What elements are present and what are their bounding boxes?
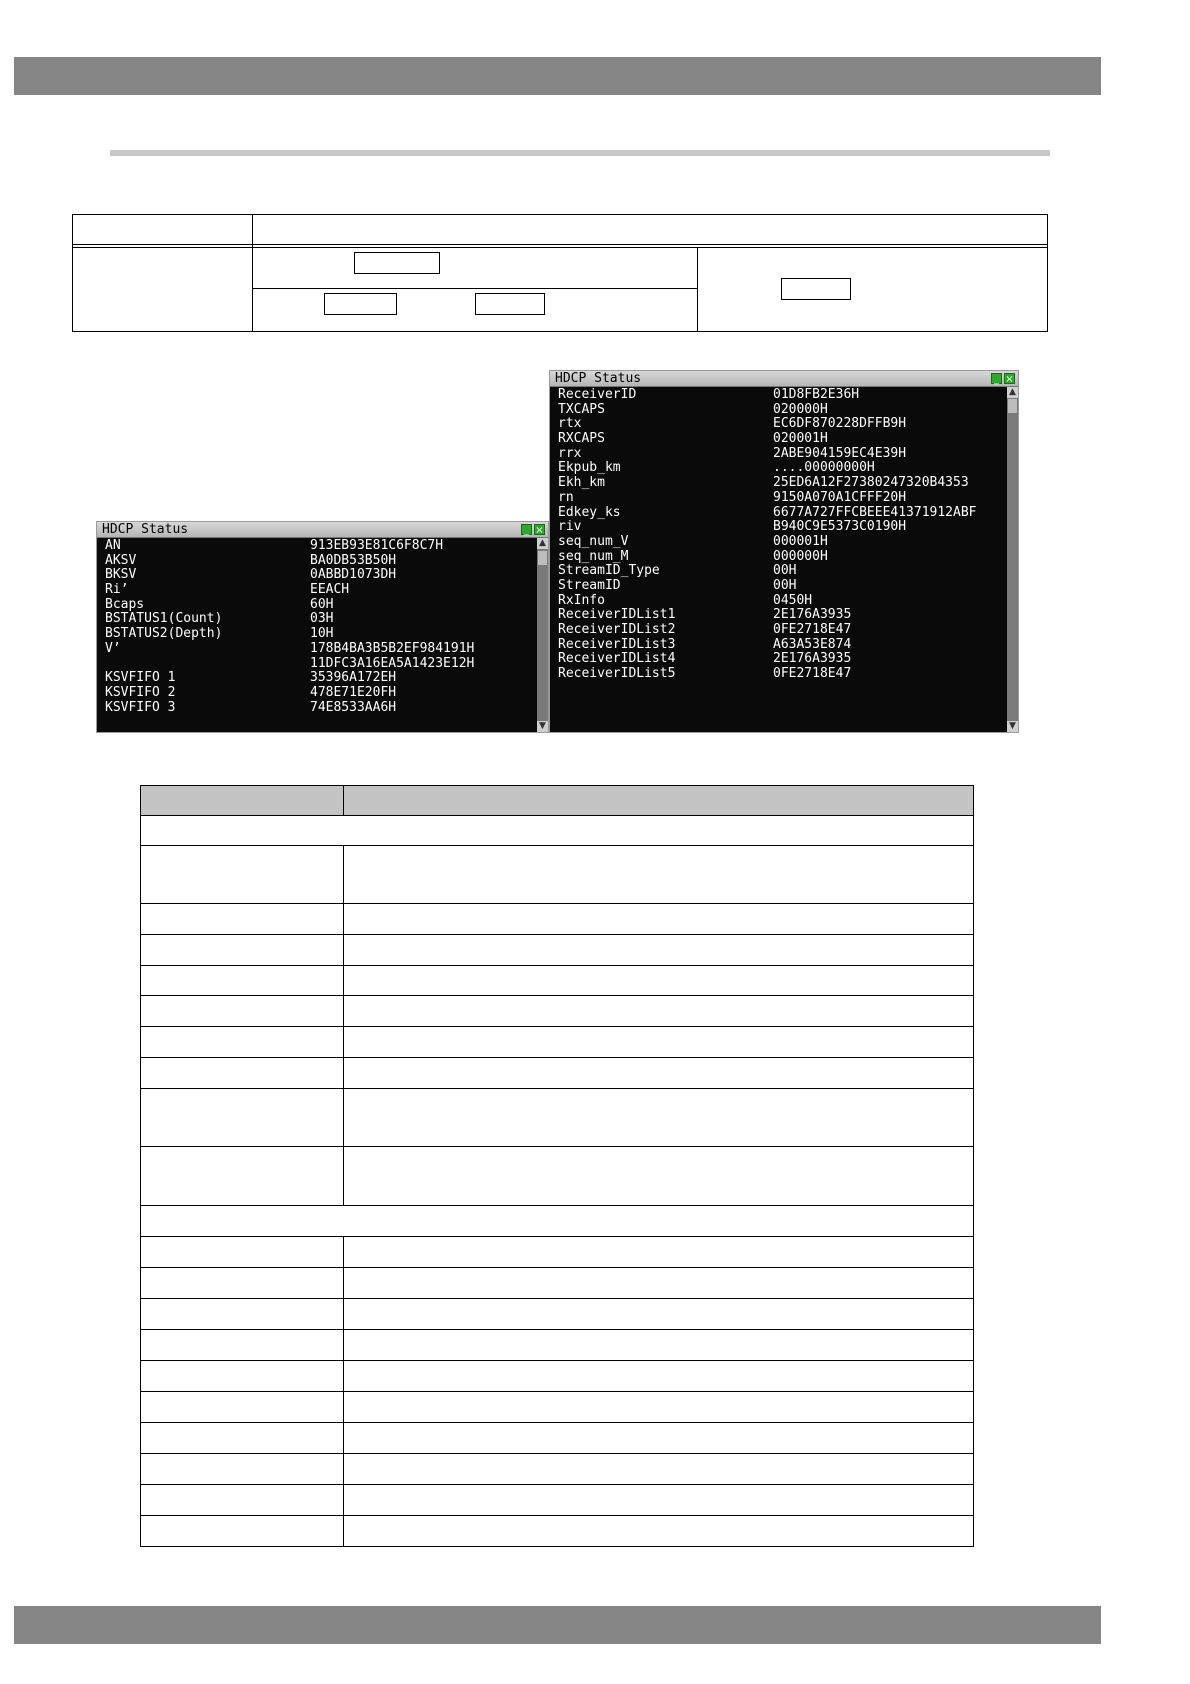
table-row (141, 1392, 974, 1423)
status-key: ReceiverIDList2 (558, 622, 676, 637)
status-key: seq_num_M (558, 548, 629, 564)
minimize-icon[interactable]: _ (521, 524, 532, 535)
scroll-down-icon[interactable]: ▼ (537, 721, 548, 732)
status-key: TXCAPS (558, 401, 605, 417)
scroll-thumb[interactable] (1008, 399, 1017, 413)
status-value: 25ED6A12F27380247320B4353 (773, 475, 969, 491)
section-row (141, 816, 974, 846)
section-rule (110, 150, 1050, 156)
table-cell (141, 1206, 974, 1237)
table-row (141, 1027, 974, 1058)
status-key: ReceiverIDList5 (558, 666, 676, 682)
description-table (140, 785, 974, 1547)
status-key: rn (558, 489, 574, 505)
settings-divider (73, 244, 1047, 245)
table-cell (344, 1299, 974, 1330)
table-cell (344, 1058, 974, 1089)
minimize-icon[interactable]: _ (991, 373, 1002, 384)
table-cell (141, 904, 344, 935)
table-cell (141, 966, 344, 996)
table-row (141, 935, 974, 966)
status-value: EEACH (310, 582, 350, 598)
table-cell (141, 1027, 344, 1058)
status-value: 6677A727FFCBEEE41371912ABF (773, 504, 977, 520)
table-cell (141, 1423, 344, 1454)
status-key: Bcaps (105, 596, 145, 612)
status-key: StreamID (558, 577, 621, 593)
status-key: rrx (558, 445, 582, 461)
table-row (141, 1330, 974, 1361)
table-row (141, 1361, 974, 1392)
status-key: Edkey_ks (558, 504, 621, 520)
status-value: 35396A172EH (310, 670, 397, 686)
status-value: 020000H (773, 401, 828, 417)
scrollbar[interactable] (537, 538, 548, 732)
table-cell (344, 1268, 974, 1299)
status-key: Ekpub_km (558, 460, 621, 476)
status-key: Ri’ (105, 582, 129, 598)
hdcp-status-window-1 (96, 521, 549, 733)
settings-table (72, 214, 1048, 332)
status-value: 478E71E20FH (310, 684, 397, 700)
status-key: RXCAPS (558, 431, 605, 447)
table-cell (344, 1330, 974, 1361)
table-cell (344, 1027, 974, 1058)
scroll-up-icon[interactable]: ▲ (1007, 387, 1018, 398)
table-header-cell (344, 786, 974, 816)
table-row (141, 1299, 974, 1330)
table-row (141, 1058, 974, 1089)
status-value: 00H (773, 577, 797, 593)
header-bar (14, 57, 1101, 95)
table-cell (344, 966, 974, 996)
status-value: 9150A070A1CFFF20H (773, 489, 907, 505)
table-cell (141, 1330, 344, 1361)
table-header (141, 786, 974, 816)
table-row (141, 1454, 974, 1485)
table-cell (344, 996, 974, 1027)
table-row (141, 1423, 974, 1454)
status-value: 10H (310, 626, 334, 642)
status-row (558, 447, 1005, 462)
table-row (141, 996, 974, 1027)
status-row (558, 417, 1005, 432)
status-row (558, 535, 1005, 550)
table-cell (344, 1361, 974, 1392)
status-row (558, 506, 1005, 521)
table-row (141, 1516, 974, 1547)
scrollbar[interactable] (1007, 387, 1018, 732)
status-value: 0450H (773, 592, 813, 608)
table-header-cell (141, 786, 344, 816)
close-icon[interactable]: × (535, 525, 544, 536)
status-row (558, 594, 1005, 609)
status-value: 0FE2718E47 (773, 622, 852, 637)
status-row (558, 388, 1005, 403)
table-cell (141, 1058, 344, 1089)
status-row (558, 520, 1005, 535)
status-value: 913EB93E81C6F8C7H (310, 538, 444, 553)
status-row (558, 432, 1005, 447)
status-value: 01D8FB2E36H (773, 388, 860, 402)
status-row (558, 579, 1005, 594)
settings-divider (73, 247, 1047, 248)
table-cell (344, 1089, 974, 1147)
status-key: AKSV (105, 552, 137, 568)
status-value: 178B4BA3B5B2EF984191H (310, 640, 475, 656)
status-key: KSVFIFO 2 (105, 684, 176, 700)
status-key: KSVFIFO 1 (105, 670, 176, 686)
status-row (558, 476, 1005, 491)
status-value: EC6DF870228DFFB9H (773, 416, 907, 432)
status-key: riv (558, 519, 582, 535)
table-row (141, 1237, 974, 1268)
table-cell (141, 846, 344, 904)
status-value: BA0DB53B50H (310, 552, 397, 568)
table-cell (141, 1361, 344, 1392)
window-title: HDCP Status (102, 522, 189, 537)
section-row (141, 1206, 974, 1237)
status-key: rtx (558, 416, 582, 432)
status-key: BSTATUS1(Count) (105, 611, 223, 627)
table-cell (344, 1392, 974, 1423)
status-row (558, 403, 1005, 418)
table-row (141, 846, 974, 904)
table-cell (141, 1237, 344, 1268)
status-row (558, 550, 1005, 565)
table-cell (141, 1147, 344, 1206)
window-titlebar (97, 522, 548, 538)
status-row (558, 608, 1005, 623)
close-icon[interactable]: × (1005, 374, 1014, 385)
table-cell (344, 935, 974, 966)
table-row (141, 1089, 974, 1147)
table-cell (344, 1485, 974, 1516)
table-cell (141, 1392, 344, 1423)
status-value: 2E176A3935 (773, 651, 852, 667)
status-value: 000000H (773, 548, 828, 564)
setting-value-box[interactable] (475, 293, 545, 315)
window-title: HDCP Status (555, 371, 642, 386)
setting-value-box[interactable] (324, 293, 397, 315)
status-key: StreamID_Type (558, 563, 660, 579)
table-row (141, 1268, 974, 1299)
status-value: 00H (773, 563, 797, 579)
status-value: ....00000000H (773, 460, 875, 476)
status-row (558, 491, 1005, 506)
status-row (558, 652, 1005, 667)
status-value: 0ABBD1073DH (310, 567, 397, 583)
table-cell (344, 846, 974, 904)
status-value: A63A53E874 (773, 636, 852, 652)
table-cell (141, 1454, 344, 1485)
status-key: BSTATUS2(Depth) (105, 626, 223, 642)
status-value: 2ABE904159EC4E39H (773, 445, 907, 461)
status-key: BKSV (105, 567, 137, 583)
setting-value-box[interactable] (354, 252, 440, 274)
status-key: seq_num_V (558, 533, 629, 549)
scroll-up-icon[interactable]: ▲ (537, 538, 548, 549)
status-row (558, 564, 1005, 579)
status-row (558, 667, 1005, 682)
table-cell (141, 935, 344, 966)
table-row (141, 966, 974, 996)
table-cell (344, 1237, 974, 1268)
table-cell (141, 816, 974, 846)
status-key: RxInfo (558, 592, 605, 608)
table-row (141, 904, 974, 935)
status-key: Ekh_km (558, 475, 605, 491)
status-rows (558, 388, 1005, 682)
window-titlebar (550, 371, 1018, 387)
status-value: 2E176A3935 (773, 607, 852, 623)
status-value: 03H (310, 611, 334, 627)
status-row (558, 461, 1005, 476)
scroll-down-icon[interactable]: ▼ (1007, 721, 1018, 732)
status-key: ReceiverIDList3 (558, 636, 676, 652)
settings-divider (697, 247, 698, 331)
status-row (558, 638, 1005, 653)
status-key: ReceiverID (558, 388, 637, 402)
table-cell (141, 1299, 344, 1330)
status-key: ReceiverIDList1 (558, 607, 676, 623)
table-row (141, 1485, 974, 1516)
status-value: 74E8533AA6H (310, 699, 397, 715)
table-cell (141, 996, 344, 1027)
table-cell (141, 1516, 344, 1547)
table-cell (141, 1268, 344, 1299)
table-row (141, 1147, 974, 1206)
status-key: ReceiverIDList4 (558, 651, 676, 667)
status-value: B940C9E5373C0190H (773, 519, 907, 535)
status-key: KSVFIFO 3 (105, 699, 176, 715)
status-value: 000001H (773, 533, 828, 549)
status-key: AN (105, 538, 121, 553)
table-cell (141, 1089, 344, 1147)
status-value: 020001H (773, 431, 828, 447)
status-value: 60H (310, 596, 334, 612)
hdcp-status-window-2 (549, 370, 1019, 733)
status-key: V’ (105, 640, 121, 656)
table-cell (344, 1147, 974, 1206)
table-cell (344, 1516, 974, 1547)
table-cell (141, 1485, 344, 1516)
footer-bar (14, 1606, 1101, 1644)
table-cell (344, 1454, 974, 1485)
status-row (558, 623, 1005, 638)
settings-divider (252, 288, 698, 289)
status-value: 0FE2718E47 (773, 666, 852, 682)
settings-divider (252, 215, 253, 331)
setting-value-box[interactable] (781, 278, 851, 300)
table-cell (344, 1423, 974, 1454)
scroll-thumb[interactable] (538, 551, 547, 565)
table-cell (344, 904, 974, 935)
status-value: 11DFC3A16EA5A1423E12H (310, 655, 475, 671)
